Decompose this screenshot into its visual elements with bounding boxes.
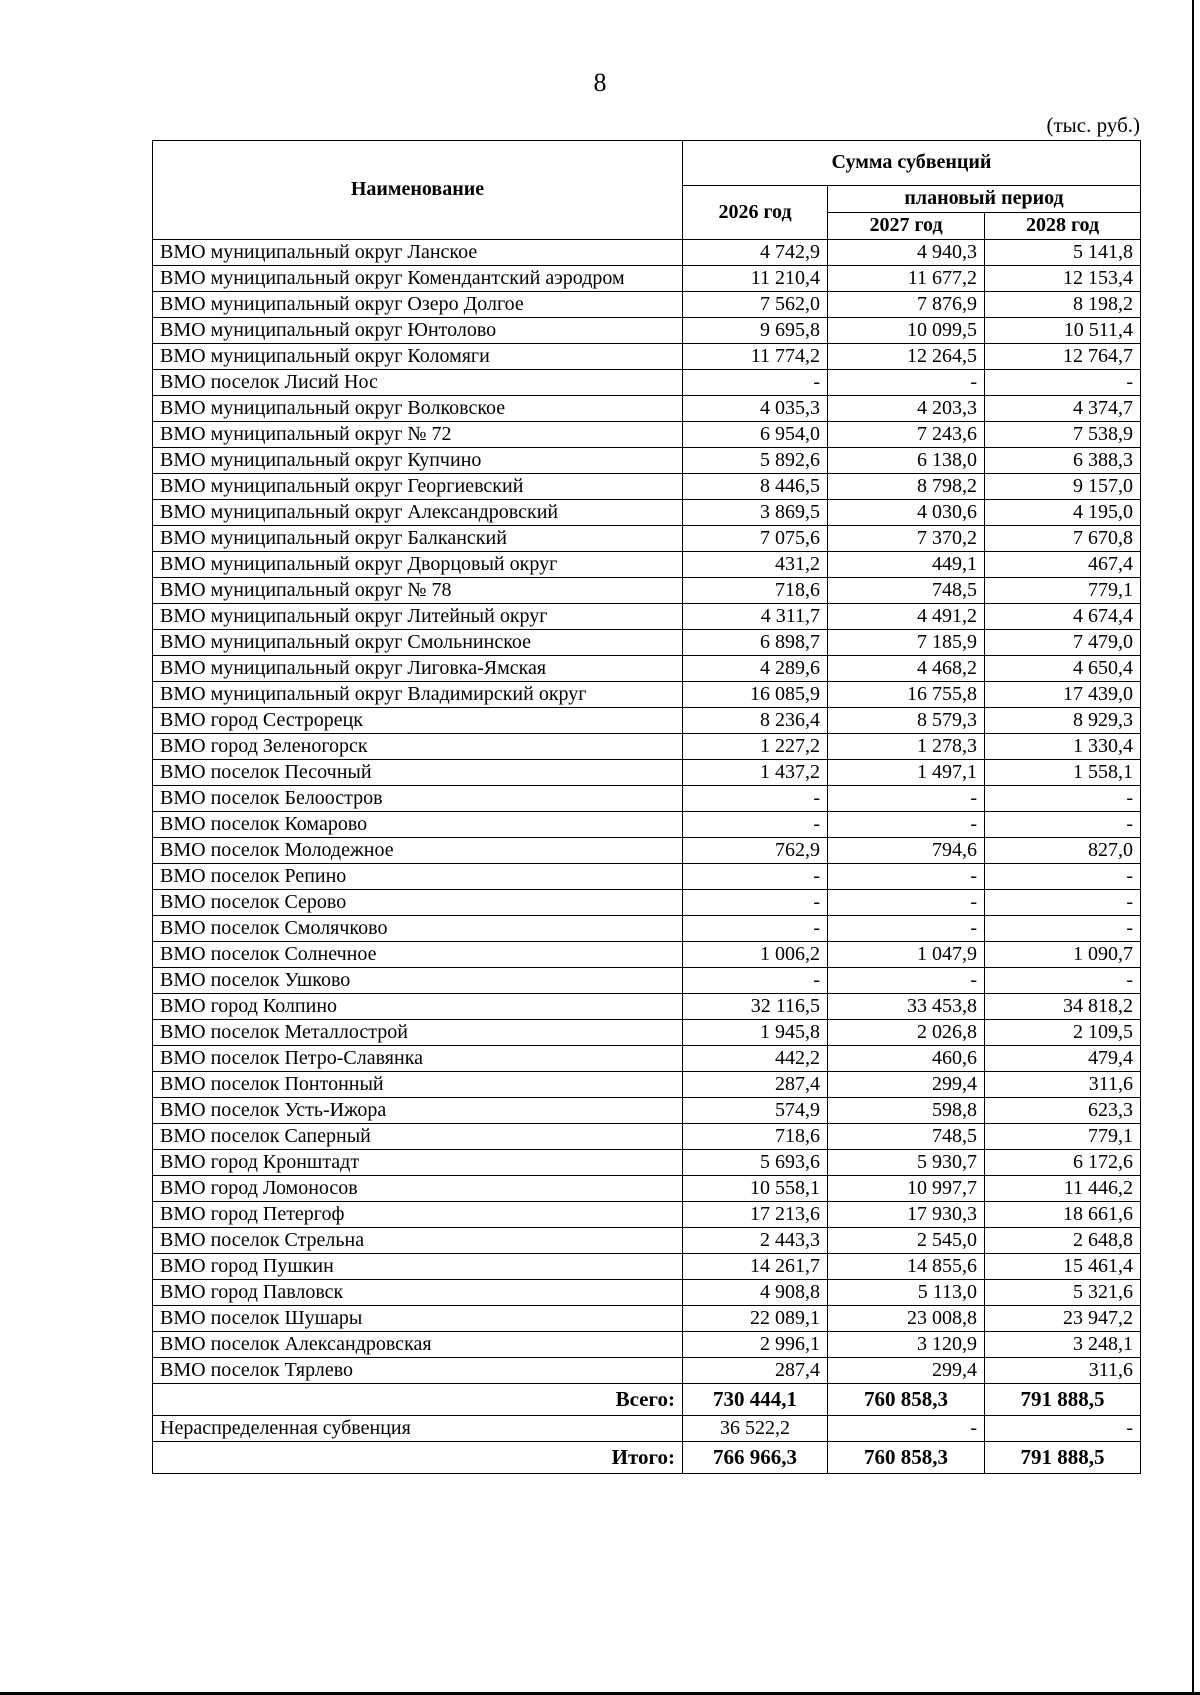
row-value-2026: 7 075,6 <box>683 526 828 552</box>
total-label: Всего: <box>153 1384 683 1416</box>
row-value-2027: 16 755,8 <box>828 682 985 708</box>
total-2026: 730 444,1 <box>683 1384 828 1416</box>
row-value-2026: - <box>683 370 828 396</box>
row-value-2027: - <box>828 786 985 812</box>
row-name: ВМО город Зеленогорск <box>153 734 683 760</box>
row-value-2027: 2 545,0 <box>828 1228 985 1254</box>
row-value-2028: 7 538,9 <box>985 422 1141 448</box>
row-value-2027: 2 026,8 <box>828 1020 985 1046</box>
table-row <box>153 370 1141 396</box>
table-row <box>153 1306 1141 1332</box>
row-name: ВМО поселок Понтонный <box>153 1072 683 1098</box>
row-value-2026: 4 311,7 <box>683 604 828 630</box>
row-name: ВМО поселок Солнечное <box>153 942 683 968</box>
row-value-2027: 794,6 <box>828 838 985 864</box>
row-value-2026: 32 116,5 <box>683 994 828 1020</box>
header-sum: Сумма субвенций <box>683 141 1141 186</box>
row-value-2026: 4 908,8 <box>683 1280 828 1306</box>
grand-total-2027: 760 858,3 <box>828 1442 985 1474</box>
row-value-2026: - <box>683 812 828 838</box>
row-name: ВМО муниципальный округ Лиговка-Ямская <box>153 656 683 682</box>
row-value-2028: 8 929,3 <box>985 708 1141 734</box>
table-row <box>153 630 1141 656</box>
row-value-2028: 8 198,2 <box>985 292 1141 318</box>
row-value-2028: 11 446,2 <box>985 1176 1141 1202</box>
table-row <box>153 708 1141 734</box>
row-value-2028: - <box>985 968 1141 994</box>
row-value-2027: 5 113,0 <box>828 1280 985 1306</box>
row-value-2028: 4 650,4 <box>985 656 1141 682</box>
subsidy-table <box>152 140 1141 1474</box>
table-row <box>153 1046 1141 1072</box>
row-value-2026: 11 774,2 <box>683 344 828 370</box>
row-value-2026: - <box>683 890 828 916</box>
header-year-2027: 2027 год <box>828 213 985 240</box>
table-row <box>153 1072 1141 1098</box>
table-row <box>153 292 1141 318</box>
row-value-2026: - <box>683 916 828 942</box>
row-value-2026: 6 898,7 <box>683 630 828 656</box>
table-row <box>153 266 1141 292</box>
row-value-2027: 3 120,9 <box>828 1332 985 1358</box>
row-value-2028: 827,0 <box>985 838 1141 864</box>
unallocated-2026: 36 522,2 <box>683 1416 828 1442</box>
table-row <box>153 1098 1141 1124</box>
row-value-2028: - <box>985 370 1141 396</box>
row-name: ВМО муниципальный округ Балканский <box>153 526 683 552</box>
table-row <box>153 1358 1141 1384</box>
row-value-2028: 15 461,4 <box>985 1254 1141 1280</box>
row-value-2026: 17 213,6 <box>683 1202 828 1228</box>
table-row <box>153 526 1141 552</box>
row-value-2028: 3 248,1 <box>985 1332 1141 1358</box>
row-value-2027: 299,4 <box>828 1072 985 1098</box>
row-value-2026: 9 695,8 <box>683 318 828 344</box>
row-value-2028: 4 674,4 <box>985 604 1141 630</box>
row-value-2028: - <box>985 786 1141 812</box>
row-value-2027: 4 468,2 <box>828 656 985 682</box>
row-name: ВМО муниципальный округ Юнтолово <box>153 318 683 344</box>
row-name: ВМО город Петергоф <box>153 1202 683 1228</box>
table-row <box>153 1280 1141 1306</box>
row-value-2026: 287,4 <box>683 1072 828 1098</box>
row-value-2028: 9 157,0 <box>985 474 1141 500</box>
row-name: ВМО поселок Стрельна <box>153 1228 683 1254</box>
row-value-2026: 287,4 <box>683 1358 828 1384</box>
row-value-2027: 598,8 <box>828 1098 985 1124</box>
table-row <box>153 422 1141 448</box>
row-name: ВМО муниципальный округ Смольнинское <box>153 630 683 656</box>
row-value-2027: - <box>828 968 985 994</box>
table-row <box>153 916 1141 942</box>
row-value-2028: 6 172,6 <box>985 1150 1141 1176</box>
row-value-2026: 1 227,2 <box>683 734 828 760</box>
row-name: ВМО поселок Александровская <box>153 1332 683 1358</box>
row-value-2027: 14 855,6 <box>828 1254 985 1280</box>
row-name: ВМО муниципальный округ Коломяги <box>153 344 683 370</box>
row-name: ВМО поселок Усть-Ижора <box>153 1098 683 1124</box>
table-row <box>153 656 1141 682</box>
row-value-2026: 3 869,5 <box>683 500 828 526</box>
row-value-2026: 2 443,3 <box>683 1228 828 1254</box>
row-name: ВМО поселок Шушары <box>153 1306 683 1332</box>
row-name: ВМО муниципальный округ Владимирский округ <box>153 682 683 708</box>
row-value-2026: 442,2 <box>683 1046 828 1072</box>
total-2027: 760 858,3 <box>828 1384 985 1416</box>
row-value-2027: 10 099,5 <box>828 318 985 344</box>
row-name: ВМО город Ломоносов <box>153 1176 683 1202</box>
row-value-2026: 718,6 <box>683 578 828 604</box>
header-year-2026: 2026 год <box>683 186 828 240</box>
row-value-2028: 7 479,0 <box>985 630 1141 656</box>
row-name: ВМО муниципальный округ № 78 <box>153 578 683 604</box>
row-value-2028: 1 090,7 <box>985 942 1141 968</box>
row-value-2026: 1 437,2 <box>683 760 828 786</box>
row-value-2027: 8 579,3 <box>828 708 985 734</box>
row-value-2027: 1 047,9 <box>828 942 985 968</box>
row-value-2026: 7 562,0 <box>683 292 828 318</box>
row-name: ВМО поселок Ушково <box>153 968 683 994</box>
row-value-2027: 6 138,0 <box>828 448 985 474</box>
row-value-2028: 2 648,8 <box>985 1228 1141 1254</box>
row-value-2028: 17 439,0 <box>985 682 1141 708</box>
row-name: ВМО город Павловск <box>153 1280 683 1306</box>
row-name: ВМО поселок Белоостров <box>153 786 683 812</box>
row-name: ВМО поселок Тярлево <box>153 1358 683 1384</box>
table-row <box>153 812 1141 838</box>
table-row <box>153 500 1141 526</box>
grand-total-2028: 791 888,5 <box>985 1442 1141 1474</box>
row-value-2026: 5 892,6 <box>683 448 828 474</box>
row-value-2027: 11 677,2 <box>828 266 985 292</box>
table-row <box>153 604 1141 630</box>
row-value-2027: 17 930,3 <box>828 1202 985 1228</box>
table-row <box>153 760 1141 786</box>
row-value-2028: 5 141,8 <box>985 240 1141 266</box>
row-name: ВМО поселок Лисий Нос <box>153 370 683 396</box>
page-number: 8 <box>593 68 607 97</box>
row-name: ВМО поселок Песочный <box>153 760 683 786</box>
row-value-2028: 34 818,2 <box>985 994 1141 1020</box>
row-value-2028: 1 330,4 <box>985 734 1141 760</box>
row-value-2028: 6 388,3 <box>985 448 1141 474</box>
row-name: ВМО город Кронштадт <box>153 1150 683 1176</box>
row-value-2026: 14 261,7 <box>683 1254 828 1280</box>
row-value-2027: 299,4 <box>828 1358 985 1384</box>
row-name: ВМО муниципальный округ Комендантский аэродром <box>153 266 683 292</box>
table-row <box>153 344 1141 370</box>
row-name: ВМО поселок Репино <box>153 864 683 890</box>
unallocated-2027: - <box>828 1416 985 1442</box>
row-value-2027: - <box>828 864 985 890</box>
row-value-2026: 431,2 <box>683 552 828 578</box>
table-row <box>153 838 1141 864</box>
row-value-2026: - <box>683 968 828 994</box>
grand-total-row <box>153 1442 1141 1474</box>
grand-total-label: Итого: <box>153 1442 683 1474</box>
summary-rows <box>153 1384 1141 1474</box>
row-value-2026: 574,9 <box>683 1098 828 1124</box>
row-value-2028: 311,6 <box>985 1358 1141 1384</box>
row-value-2026: - <box>683 864 828 890</box>
row-name: ВМО муниципальный округ Георгиевский <box>153 474 683 500</box>
table-row <box>153 734 1141 760</box>
table-row <box>153 1254 1141 1280</box>
row-name: ВМО муниципальный округ № 72 <box>153 422 683 448</box>
row-name: ВМО поселок Комарово <box>153 812 683 838</box>
row-name: ВМО город Пушкин <box>153 1254 683 1280</box>
row-name: ВМО поселок Смолячково <box>153 916 683 942</box>
row-value-2026: 11 210,4 <box>683 266 828 292</box>
table-row <box>153 942 1141 968</box>
table-row <box>153 552 1141 578</box>
row-value-2026: 16 085,9 <box>683 682 828 708</box>
table-row <box>153 1202 1141 1228</box>
table-row <box>153 864 1141 890</box>
row-value-2026: 5 693,6 <box>683 1150 828 1176</box>
table-row <box>153 1228 1141 1254</box>
row-value-2028: 467,4 <box>985 552 1141 578</box>
table-row <box>153 682 1141 708</box>
row-value-2026: 4 289,6 <box>683 656 828 682</box>
unallocated-2028: - <box>985 1416 1141 1442</box>
row-value-2028: 10 511,4 <box>985 318 1141 344</box>
row-value-2026: 1 945,8 <box>683 1020 828 1046</box>
table-row <box>153 1124 1141 1150</box>
row-value-2028: - <box>985 812 1141 838</box>
table-row <box>153 968 1141 994</box>
table-row <box>153 474 1141 500</box>
row-value-2027: 12 264,5 <box>828 344 985 370</box>
row-value-2026: 1 006,2 <box>683 942 828 968</box>
table-row <box>153 578 1141 604</box>
row-value-2027: - <box>828 916 985 942</box>
row-value-2027: 33 453,8 <box>828 994 985 1020</box>
row-value-2027: 748,5 <box>828 578 985 604</box>
row-value-2027: 7 243,6 <box>828 422 985 448</box>
header-year-2028: 2028 год <box>985 213 1141 240</box>
row-value-2028: 4 195,0 <box>985 500 1141 526</box>
grand-total-2026: 766 966,3 <box>683 1442 828 1474</box>
row-value-2026: 718,6 <box>683 1124 828 1150</box>
total-row <box>153 1384 1141 1416</box>
row-value-2027: - <box>828 890 985 916</box>
table-row <box>153 786 1141 812</box>
unallocated-label: Нераспределенная субвенция <box>153 1416 683 1442</box>
row-value-2028: 12 153,4 <box>985 266 1141 292</box>
row-value-2027: - <box>828 812 985 838</box>
table-row <box>153 1150 1141 1176</box>
row-value-2027: 4 491,2 <box>828 604 985 630</box>
row-value-2026: 22 089,1 <box>683 1306 828 1332</box>
row-value-2026: 762,9 <box>683 838 828 864</box>
row-name: ВМО поселок Молодежное <box>153 838 683 864</box>
row-value-2027: 4 030,6 <box>828 500 985 526</box>
row-value-2027: 7 370,2 <box>828 526 985 552</box>
row-name: ВМО муниципальный округ Озеро Долгое <box>153 292 683 318</box>
row-name: ВМО муниципальный округ Купчино <box>153 448 683 474</box>
row-value-2028: - <box>985 864 1141 890</box>
table-row <box>153 240 1141 266</box>
row-value-2026: 4 742,9 <box>683 240 828 266</box>
row-value-2028: 12 764,7 <box>985 344 1141 370</box>
scan-edge-right <box>1192 0 1194 1695</box>
row-value-2027: - <box>828 370 985 396</box>
row-value-2026: 10 558,1 <box>683 1176 828 1202</box>
table-row <box>153 396 1141 422</box>
row-value-2027: 5 930,7 <box>828 1150 985 1176</box>
row-value-2026: 2 996,1 <box>683 1332 828 1358</box>
row-value-2027: 460,6 <box>828 1046 985 1072</box>
row-value-2028: 18 661,6 <box>985 1202 1141 1228</box>
row-value-2027: 748,5 <box>828 1124 985 1150</box>
table-row <box>153 1176 1141 1202</box>
row-value-2026: 8 236,4 <box>683 708 828 734</box>
row-name: ВМО город Колпино <box>153 994 683 1020</box>
row-value-2028: 4 374,7 <box>985 396 1141 422</box>
row-value-2028: - <box>985 916 1141 942</box>
row-value-2027: 1 497,1 <box>828 760 985 786</box>
row-value-2028: 7 670,8 <box>985 526 1141 552</box>
row-value-2027: 4 940,3 <box>828 240 985 266</box>
row-value-2028: 23 947,2 <box>985 1306 1141 1332</box>
row-value-2028: 479,4 <box>985 1046 1141 1072</box>
row-name: ВМО город Сестрорецк <box>153 708 683 734</box>
row-value-2028: 1 558,1 <box>985 760 1141 786</box>
row-name: ВМО муниципальный округ Литейный округ <box>153 604 683 630</box>
table-row <box>153 1332 1141 1358</box>
row-value-2028: - <box>985 890 1141 916</box>
row-value-2026: 6 954,0 <box>683 422 828 448</box>
row-value-2028: 311,6 <box>985 1072 1141 1098</box>
row-name: ВМО муниципальный округ Александровский <box>153 500 683 526</box>
table-row <box>153 1020 1141 1046</box>
total-2028: 791 888,5 <box>985 1384 1141 1416</box>
row-value-2027: 10 997,7 <box>828 1176 985 1202</box>
row-value-2026: - <box>683 786 828 812</box>
row-value-2027: 23 008,8 <box>828 1306 985 1332</box>
table-row <box>153 318 1141 344</box>
row-value-2026: 8 446,5 <box>683 474 828 500</box>
header-name: Наименование <box>153 141 683 240</box>
row-value-2027: 7 876,9 <box>828 292 985 318</box>
row-name: ВМО поселок Серово <box>153 890 683 916</box>
table-row <box>153 448 1141 474</box>
row-value-2028: 779,1 <box>985 578 1141 604</box>
row-value-2026: 4 035,3 <box>683 396 828 422</box>
row-value-2027: 449,1 <box>828 552 985 578</box>
row-value-2028: 2 109,5 <box>985 1020 1141 1046</box>
row-name: ВМО муниципальный округ Ланское <box>153 240 683 266</box>
header-planning-period: плановый период <box>828 186 1141 213</box>
row-name: ВМО поселок Металлострой <box>153 1020 683 1046</box>
row-value-2028: 5 321,6 <box>985 1280 1141 1306</box>
row-value-2027: 1 278,3 <box>828 734 985 760</box>
row-value-2028: 623,3 <box>985 1098 1141 1124</box>
row-name: ВМО муниципальный округ Дворцовый округ <box>153 552 683 578</box>
row-name: ВМО поселок Петро-Славянка <box>153 1046 683 1072</box>
row-name: ВМО муниципальный округ Волковское <box>153 396 683 422</box>
table-row <box>153 994 1141 1020</box>
units-note: (тыс. руб.) <box>1046 113 1140 137</box>
row-value-2027: 4 203,3 <box>828 396 985 422</box>
row-value-2027: 7 185,9 <box>828 630 985 656</box>
row-value-2028: 779,1 <box>985 1124 1141 1150</box>
unallocated-row <box>153 1416 1141 1442</box>
table-body <box>153 240 1141 1384</box>
row-value-2027: 8 798,2 <box>828 474 985 500</box>
row-name: ВМО поселок Саперный <box>153 1124 683 1150</box>
table-row <box>153 890 1141 916</box>
